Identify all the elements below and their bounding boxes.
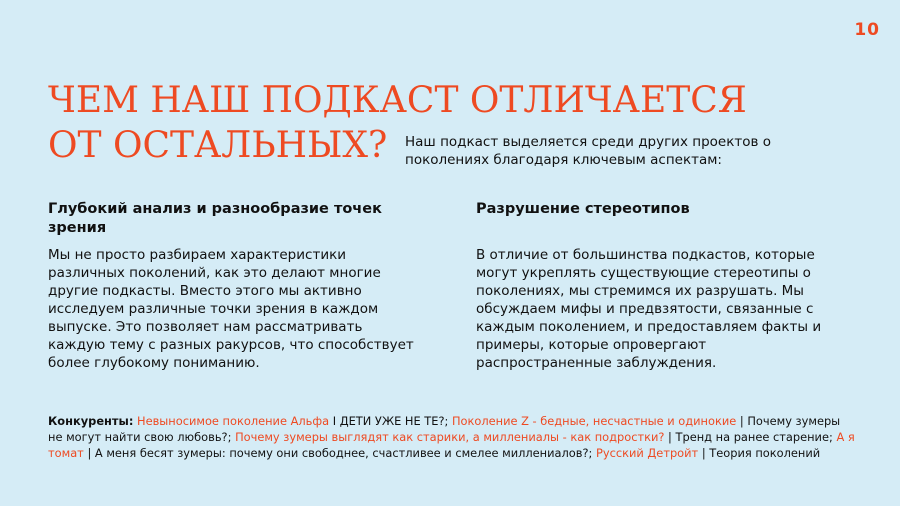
title-line-2: ОТ ОСТАЛЬНЫХ? bbox=[48, 125, 388, 166]
competitor-link[interactable]: Поколение Z - бедные, несчастные и одинокие bbox=[451, 414, 737, 428]
competitors-seg-6: | Тренд на ранее старение; bbox=[664, 430, 837, 444]
competitor-link[interactable]: Русский Детройт bbox=[595, 446, 699, 460]
competitors-seg-2: I ДЕТИ УЖЕ НЕ ТЕ?; bbox=[329, 414, 452, 428]
competitors-list bbox=[48, 413, 858, 461]
stereotypes-body: В отличие от большинства подкастов, которые могут укреплять существующие стереотипы о поколениях, мы стремимся их разрушать. Мы обсуждаем мифы и предвзятости, связанные с каждым поколением, и предоставляем факты и примеры, которые опровергают распространенные заблуждения. bbox=[476, 247, 822, 371]
title-line-1: ЧЕМ НАШ ПОДКАСТ ОТЛИЧАЕТСЯ bbox=[48, 80, 747, 121]
competitors-seg-10: | Теория поколений bbox=[698, 446, 821, 460]
analysis-body: Мы не просто разбираем характеристики различных поколений, как это делают многие другие подкасты. Вместо этого мы активно исследуем различные точки зрения в каждом выпуске. Это позволяет нам рассматривать каждую тему с разных ракурсов, что способствует более глубокому пониманию. bbox=[48, 247, 414, 371]
competitor-link[interactable]: А я томат bbox=[48, 430, 855, 460]
competitors-label: Конкуренты: bbox=[48, 414, 134, 428]
competitors-seg-8: | А меня бесят зумеры: почему они свободнее, счастливее и смелее миллениалов?; bbox=[83, 446, 596, 460]
competitor-link[interactable]: Невыносимое поколение Альфа bbox=[137, 414, 330, 428]
intro-text: Наш подкаст выделяется среди других проектов о поколениях благодаря ключевым аспектам: bbox=[405, 134, 771, 168]
stereotypes-section bbox=[476, 200, 846, 372]
page-number: 10 bbox=[854, 20, 880, 40]
competitor-link[interactable]: Почему зумеры выглядят как старики, а миллениалы - как подростки? bbox=[235, 430, 665, 444]
analysis-section bbox=[48, 200, 418, 372]
competitors-seg-4: | Почему зумеры не могут найти свою любовь?; bbox=[48, 414, 841, 444]
analysis-heading: Глубокий анализ и разнообразие точек зрения bbox=[48, 201, 382, 236]
stereotypes-heading: Разрушение стереотипов bbox=[476, 201, 690, 217]
